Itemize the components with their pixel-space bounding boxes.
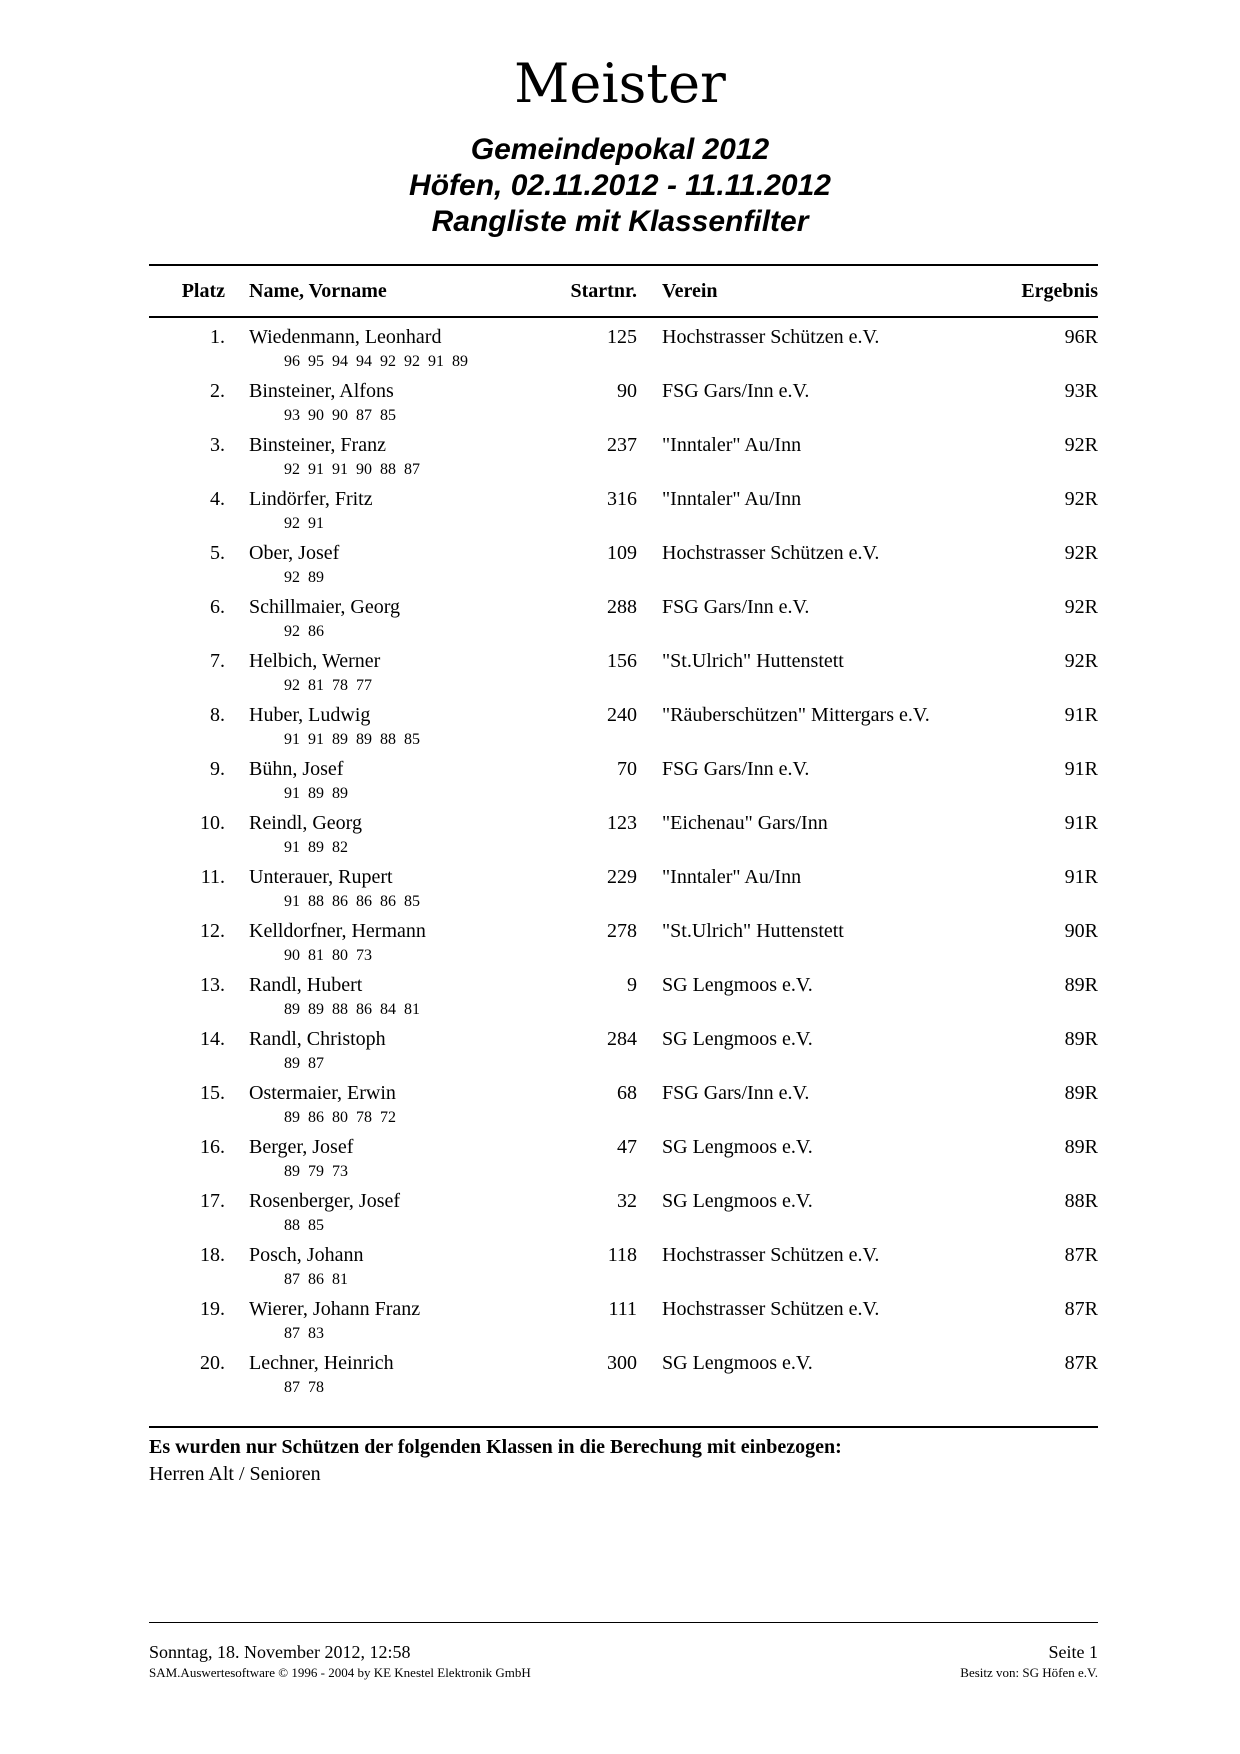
table-bottom-divider bbox=[149, 1426, 1098, 1428]
rank-cell: 13. bbox=[200, 974, 225, 996]
table-row bbox=[0, 1240, 1240, 1294]
name-cell: Berger, Josef bbox=[249, 1136, 354, 1158]
series-scores: 89 86 80 78 72 bbox=[284, 1109, 396, 1126]
result-cell: 90R bbox=[1064, 920, 1098, 942]
result-cell: 91R bbox=[1064, 758, 1098, 780]
rank-cell: 14. bbox=[200, 1028, 225, 1050]
start-number-cell: 109 bbox=[607, 542, 637, 564]
competition-name: Gemeindepokal 2012 bbox=[470, 133, 770, 166]
table-top-divider bbox=[149, 264, 1098, 266]
name-cell: Wierer, Johann Franz bbox=[249, 1298, 421, 1320]
name-cell: Helbich, Werner bbox=[249, 650, 381, 672]
rank-cell: 2. bbox=[210, 380, 225, 402]
result-cell: 91R bbox=[1064, 812, 1098, 834]
table-row bbox=[0, 538, 1240, 592]
name-cell: Unterauer, Rupert bbox=[249, 866, 393, 888]
result-cell: 89R bbox=[1064, 974, 1098, 996]
start-number-cell: 284 bbox=[607, 1028, 637, 1050]
club-cell: FSG Gars/Inn e.V. bbox=[662, 1082, 810, 1104]
name-cell: Kelldorfner, Hermann bbox=[249, 920, 426, 942]
series-scores: 90 81 80 73 bbox=[284, 947, 372, 964]
result-cell: 89R bbox=[1064, 1136, 1098, 1158]
rank-cell: 19. bbox=[200, 1298, 225, 1320]
rank-cell: 8. bbox=[210, 704, 225, 726]
name-cell: Randl, Hubert bbox=[249, 974, 363, 996]
class-filter-note: Es wurden nur Schützen der folgenden Klassen in die Berechung mit einbezogen: bbox=[149, 1436, 842, 1458]
start-number-cell: 278 bbox=[607, 920, 637, 942]
start-number-cell: 237 bbox=[607, 434, 637, 456]
club-cell: FSG Gars/Inn e.V. bbox=[662, 380, 810, 402]
name-cell: Lindörfer, Fritz bbox=[249, 488, 373, 510]
start-number-cell: 118 bbox=[607, 1244, 637, 1266]
club-cell: "St.Ulrich" Huttenstett bbox=[662, 920, 844, 942]
result-cell: 93R bbox=[1064, 380, 1098, 402]
column-header-platz: Platz bbox=[181, 280, 225, 302]
name-cell: Binsteiner, Alfons bbox=[249, 380, 394, 402]
result-cell: 87R bbox=[1064, 1352, 1098, 1374]
result-cell: 92R bbox=[1064, 434, 1098, 456]
table-row bbox=[0, 1294, 1240, 1348]
start-number-cell: 111 bbox=[608, 1298, 637, 1320]
result-cell: 87R bbox=[1064, 1298, 1098, 1320]
club-cell: Hochstrasser Schützen e.V. bbox=[662, 1244, 880, 1266]
name-cell: Bühn, Josef bbox=[249, 758, 344, 780]
list-type: Rangliste mit Klassenfilter bbox=[431, 205, 809, 238]
rank-cell: 15. bbox=[200, 1082, 225, 1104]
rank-cell: 3. bbox=[210, 434, 225, 456]
name-cell: Huber, Ludwig bbox=[249, 704, 371, 726]
club-cell: "Inntaler" Au/Inn bbox=[662, 488, 802, 510]
start-number-cell: 32 bbox=[617, 1190, 637, 1212]
rank-cell: 12. bbox=[200, 920, 225, 942]
name-cell: Reindl, Georg bbox=[249, 812, 362, 834]
page-number: Seite 1 bbox=[1048, 1642, 1098, 1662]
competition-place-date: Höfen, 02.11.2012 - 11.11.2012 bbox=[409, 169, 831, 202]
series-scores: 89 79 73 bbox=[284, 1163, 348, 1180]
software-credit: SAM.Auswertesoftware © 1996 - 2004 by KE Knestel Elektronik GmbH bbox=[149, 1665, 531, 1680]
name-cell: Rosenberger, Josef bbox=[249, 1190, 401, 1212]
name-cell: Ober, Josef bbox=[249, 542, 340, 564]
rank-cell: 5. bbox=[210, 542, 225, 564]
name-cell: Lechner, Heinrich bbox=[249, 1352, 394, 1374]
table-row bbox=[0, 916, 1240, 970]
club-cell: SG Lengmoos e.V. bbox=[662, 1028, 813, 1050]
start-number-cell: 300 bbox=[607, 1352, 637, 1374]
table-row bbox=[0, 1348, 1240, 1402]
table-row bbox=[0, 1078, 1240, 1132]
result-cell: 91R bbox=[1064, 866, 1098, 888]
name-cell: Randl, Christoph bbox=[249, 1028, 386, 1050]
class-filter-classes: Herren Alt / Senioren bbox=[149, 1463, 321, 1485]
series-scores: 87 86 81 bbox=[284, 1271, 348, 1288]
table-row bbox=[0, 754, 1240, 808]
series-scores: 93 90 90 87 85 bbox=[284, 407, 396, 424]
series-scores: 92 89 bbox=[284, 569, 324, 586]
owner-credit: Besitz von: SG Höfen e.V. bbox=[960, 1665, 1098, 1680]
rank-cell: 1. bbox=[210, 326, 225, 348]
rank-cell: 10. bbox=[200, 812, 225, 834]
series-scores: 88 85 bbox=[284, 1217, 324, 1234]
rank-cell: 6. bbox=[210, 596, 225, 618]
series-scores: 92 91 91 90 88 87 bbox=[284, 461, 420, 478]
ranking-table-body bbox=[0, 322, 1240, 1402]
result-cell: 87R bbox=[1064, 1244, 1098, 1266]
series-scores: 92 86 bbox=[284, 623, 324, 640]
club-cell: FSG Gars/Inn e.V. bbox=[662, 596, 810, 618]
table-header-divider bbox=[149, 316, 1098, 318]
rank-cell: 7. bbox=[210, 650, 225, 672]
result-cell: 92R bbox=[1064, 596, 1098, 618]
series-scores: 89 87 bbox=[284, 1055, 324, 1072]
table-row bbox=[0, 322, 1240, 376]
table-row bbox=[0, 1024, 1240, 1078]
table-row bbox=[0, 430, 1240, 484]
column-header-startnr: Startnr. bbox=[570, 280, 637, 302]
club-cell: Hochstrasser Schützen e.V. bbox=[662, 542, 880, 564]
name-cell: Schillmaier, Georg bbox=[249, 596, 401, 618]
result-cell: 89R bbox=[1064, 1082, 1098, 1104]
start-number-cell: 125 bbox=[607, 326, 637, 348]
print-date: Sonntag, 18. November 2012, 12:58 bbox=[149, 1642, 411, 1662]
rank-cell: 16. bbox=[200, 1136, 225, 1158]
result-cell: 88R bbox=[1064, 1190, 1098, 1212]
start-number-cell: 70 bbox=[617, 758, 637, 780]
name-cell: Ostermaier, Erwin bbox=[249, 1082, 396, 1104]
club-cell: "Inntaler" Au/Inn bbox=[662, 434, 802, 456]
column-header-ergebnis: Ergebnis bbox=[1021, 280, 1098, 302]
table-row bbox=[0, 700, 1240, 754]
table-row bbox=[0, 808, 1240, 862]
table-row bbox=[0, 862, 1240, 916]
footer-divider bbox=[149, 1622, 1098, 1623]
table-row bbox=[0, 970, 1240, 1024]
start-number-cell: 240 bbox=[607, 704, 637, 726]
club-cell: SG Lengmoos e.V. bbox=[662, 1136, 813, 1158]
club-cell: "St.Ulrich" Huttenstett bbox=[662, 650, 844, 672]
series-scores: 89 89 88 86 84 81 bbox=[284, 1001, 420, 1018]
series-scores: 87 83 bbox=[284, 1325, 324, 1342]
name-cell: Binsteiner, Franz bbox=[249, 434, 386, 456]
rank-cell: 4. bbox=[210, 488, 225, 510]
name-cell: Posch, Johann bbox=[249, 1244, 364, 1266]
document-title: Meister bbox=[514, 52, 726, 115]
rank-cell: 18. bbox=[200, 1244, 225, 1266]
club-cell: SG Lengmoos e.V. bbox=[662, 974, 813, 996]
result-cell: 96R bbox=[1064, 326, 1098, 348]
table-row bbox=[0, 484, 1240, 538]
club-cell: "Eichenau" Gars/Inn bbox=[662, 812, 828, 834]
series-scores: 91 91 89 89 88 85 bbox=[284, 731, 420, 748]
club-cell: FSG Gars/Inn e.V. bbox=[662, 758, 810, 780]
series-scores: 87 78 bbox=[284, 1379, 324, 1396]
name-cell: Wiedenmann, Leonhard bbox=[249, 326, 442, 348]
column-header-verein: Verein bbox=[662, 280, 718, 302]
series-scores: 96 95 94 94 92 92 91 89 bbox=[284, 353, 468, 370]
start-number-cell: 123 bbox=[607, 812, 637, 834]
start-number-cell: 156 bbox=[607, 650, 637, 672]
start-number-cell: 47 bbox=[617, 1136, 637, 1158]
club-cell: SG Lengmoos e.V. bbox=[662, 1190, 813, 1212]
table-row bbox=[0, 1132, 1240, 1186]
rank-cell: 17. bbox=[200, 1190, 225, 1212]
table-row bbox=[0, 1186, 1240, 1240]
start-number-cell: 229 bbox=[607, 866, 637, 888]
club-cell: Hochstrasser Schützen e.V. bbox=[662, 1298, 880, 1320]
rank-cell: 11. bbox=[200, 866, 225, 888]
table-row bbox=[0, 646, 1240, 700]
start-number-cell: 90 bbox=[617, 380, 637, 402]
start-number-cell: 316 bbox=[607, 488, 637, 510]
series-scores: 91 88 86 86 86 85 bbox=[284, 893, 420, 910]
series-scores: 91 89 82 bbox=[284, 839, 348, 856]
result-cell: 92R bbox=[1064, 650, 1098, 672]
table-row bbox=[0, 592, 1240, 646]
start-number-cell: 9 bbox=[627, 974, 637, 996]
series-scores: 91 89 89 bbox=[284, 785, 348, 802]
club-cell: "Inntaler" Au/Inn bbox=[662, 866, 802, 888]
result-cell: 91R bbox=[1064, 704, 1098, 726]
column-header-name: Name, Vorname bbox=[249, 280, 387, 302]
club-cell: Hochstrasser Schützen e.V. bbox=[662, 326, 880, 348]
club-cell: "Räuberschützen" Mittergars e.V. bbox=[662, 704, 930, 726]
result-cell: 89R bbox=[1064, 1028, 1098, 1050]
result-cell: 92R bbox=[1064, 488, 1098, 510]
result-cell: 92R bbox=[1064, 542, 1098, 564]
start-number-cell: 288 bbox=[607, 596, 637, 618]
rank-cell: 9. bbox=[210, 758, 225, 780]
club-cell: SG Lengmoos e.V. bbox=[662, 1352, 813, 1374]
table-row bbox=[0, 376, 1240, 430]
series-scores: 92 91 bbox=[284, 515, 324, 532]
rank-cell: 20. bbox=[200, 1352, 225, 1374]
start-number-cell: 68 bbox=[617, 1082, 637, 1104]
series-scores: 92 81 78 77 bbox=[284, 677, 372, 694]
